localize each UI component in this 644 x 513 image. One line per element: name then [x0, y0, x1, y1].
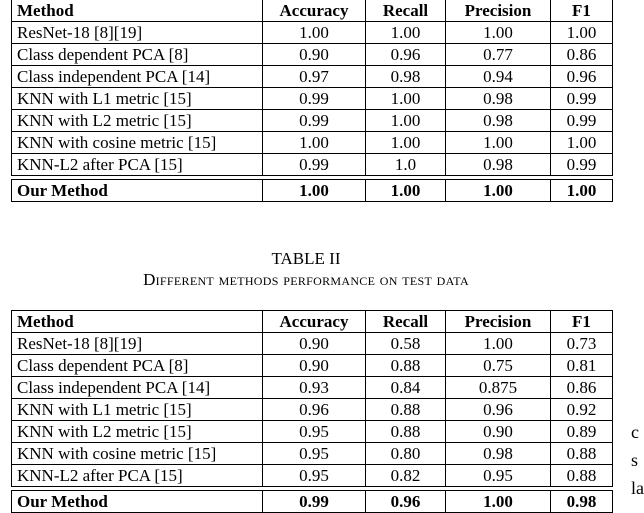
table-header-row [12, 0, 613, 22]
precision-cell: 0.75 [446, 355, 551, 377]
recall-cell: 0.82 [366, 465, 446, 487]
precision-cell: 1.00 [446, 491, 551, 513]
method-cell: Our Method [12, 491, 263, 513]
f1-cell: 0.96 [551, 66, 613, 88]
recall-cell: 1.00 [366, 180, 446, 202]
header-method: Method [12, 311, 263, 333]
f1-cell: 0.89 [551, 421, 613, 443]
recall-cell: 0.80 [366, 443, 446, 465]
header-recall: Recall [366, 311, 446, 333]
header-recall: Recall [366, 0, 446, 22]
results-table-test [11, 310, 613, 513]
our-method-row [12, 180, 613, 202]
table-row [12, 66, 613, 88]
precision-cell: 1.00 [446, 333, 551, 355]
method-cell: KNN with cosine metric [15] [12, 132, 263, 154]
accuracy-cell: 0.90 [263, 333, 366, 355]
header-accuracy: Accuracy [263, 311, 366, 333]
precision-cell: 1.00 [446, 132, 551, 154]
table-row [12, 44, 613, 66]
f1-cell: 1.00 [551, 180, 613, 202]
accuracy-cell: 0.99 [263, 110, 366, 132]
method-cell: KNN with L1 metric [15] [12, 399, 263, 421]
results-table-train [11, 0, 613, 202]
f1-cell: 0.86 [551, 377, 613, 399]
header-accuracy: Accuracy [263, 0, 366, 22]
recall-cell: 1.0 [366, 154, 446, 176]
f1-cell: 0.86 [551, 44, 613, 66]
side-text-fragment: s [631, 450, 639, 470]
side-text-fragment: la [631, 478, 644, 498]
recall-cell: 1.00 [366, 132, 446, 154]
method-cell: ResNet-18 [8][19] [12, 333, 263, 355]
recall-cell: 0.96 [366, 491, 446, 513]
table-row [12, 355, 613, 377]
accuracy-cell: 0.99 [263, 491, 366, 513]
accuracy-cell: 0.97 [263, 66, 366, 88]
precision-cell: 0.875 [446, 377, 551, 399]
table-header-row [12, 311, 613, 333]
f1-cell: 0.98 [551, 491, 613, 513]
table-row [12, 421, 613, 443]
precision-cell: 1.00 [446, 180, 551, 202]
recall-cell: 0.98 [366, 66, 446, 88]
method-cell: KNN with L2 metric [15] [12, 110, 263, 132]
method-cell: Class independent PCA [14] [12, 66, 263, 88]
accuracy-cell: 0.90 [263, 44, 366, 66]
method-cell: Class dependent PCA [8] [12, 355, 263, 377]
accuracy-cell: 1.00 [263, 180, 366, 202]
precision-cell: 0.96 [446, 399, 551, 421]
f1-cell: 0.92 [551, 399, 613, 421]
precision-cell: 0.94 [446, 66, 551, 88]
accuracy-cell: 0.96 [263, 399, 366, 421]
f1-cell: 0.81 [551, 355, 613, 377]
recall-cell: 1.00 [366, 110, 446, 132]
table-row [12, 110, 613, 132]
our-method-row [12, 491, 613, 513]
recall-cell: 0.88 [366, 421, 446, 443]
precision-cell: 0.98 [446, 443, 551, 465]
method-cell: KNN-L2 after PCA [15] [12, 154, 263, 176]
method-cell: KNN with L1 metric [15] [12, 88, 263, 110]
table-row [12, 88, 613, 110]
precision-cell: 0.98 [446, 154, 551, 176]
accuracy-cell: 0.90 [263, 355, 366, 377]
f1-cell: 1.00 [551, 132, 613, 154]
accuracy-cell: 0.93 [263, 377, 366, 399]
accuracy-cell: 1.00 [263, 22, 366, 44]
table-row [12, 154, 613, 176]
method-cell: KNN-L2 after PCA [15] [12, 465, 263, 487]
f1-cell: 0.88 [551, 465, 613, 487]
side-text-fragment: c [631, 422, 639, 442]
header-f1: F1 [551, 311, 613, 333]
header-f1: F1 [551, 0, 613, 22]
precision-cell: 0.77 [446, 44, 551, 66]
method-cell: KNN with cosine metric [15] [12, 443, 263, 465]
table-row [12, 333, 613, 355]
f1-cell: 0.99 [551, 154, 613, 176]
accuracy-cell: 1.00 [263, 132, 366, 154]
recall-cell: 0.88 [366, 399, 446, 421]
f1-cell: 0.73 [551, 333, 613, 355]
recall-cell: 0.84 [366, 377, 446, 399]
table-row [12, 443, 613, 465]
precision-cell: 0.90 [446, 421, 551, 443]
recall-cell: 0.58 [366, 333, 446, 355]
method-cell: Class dependent PCA [8] [12, 44, 263, 66]
f1-cell: 0.88 [551, 443, 613, 465]
table-row [12, 377, 613, 399]
accuracy-cell: 0.95 [263, 421, 366, 443]
header-precision: Precision [446, 311, 551, 333]
accuracy-cell: 0.95 [263, 443, 366, 465]
table-row [12, 465, 613, 487]
precision-cell: 0.98 [446, 88, 551, 110]
table-row [12, 132, 613, 154]
table-row [12, 22, 613, 44]
table-row [12, 399, 613, 421]
table-caption-label: TABLE II [271, 249, 341, 268]
recall-cell: 1.00 [366, 22, 446, 44]
table-caption-title: Different methods performance on test data [143, 270, 469, 289]
precision-cell: 1.00 [446, 22, 551, 44]
f1-cell: 1.00 [551, 22, 613, 44]
recall-cell: 0.88 [366, 355, 446, 377]
recall-cell: 0.96 [366, 44, 446, 66]
f1-cell: 0.99 [551, 88, 613, 110]
accuracy-cell: 0.95 [263, 465, 366, 487]
method-cell: ResNet-18 [8][19] [12, 22, 263, 44]
accuracy-cell: 0.99 [263, 88, 366, 110]
f1-cell: 0.99 [551, 110, 613, 132]
header-precision: Precision [446, 0, 551, 22]
precision-cell: 0.98 [446, 110, 551, 132]
header-method: Method [12, 0, 263, 22]
precision-cell: 0.95 [446, 465, 551, 487]
recall-cell: 1.00 [366, 88, 446, 110]
method-cell: Our Method [12, 180, 263, 202]
method-cell: Class independent PCA [14] [12, 377, 263, 399]
accuracy-cell: 0.99 [263, 154, 366, 176]
method-cell: KNN with L2 metric [15] [12, 421, 263, 443]
